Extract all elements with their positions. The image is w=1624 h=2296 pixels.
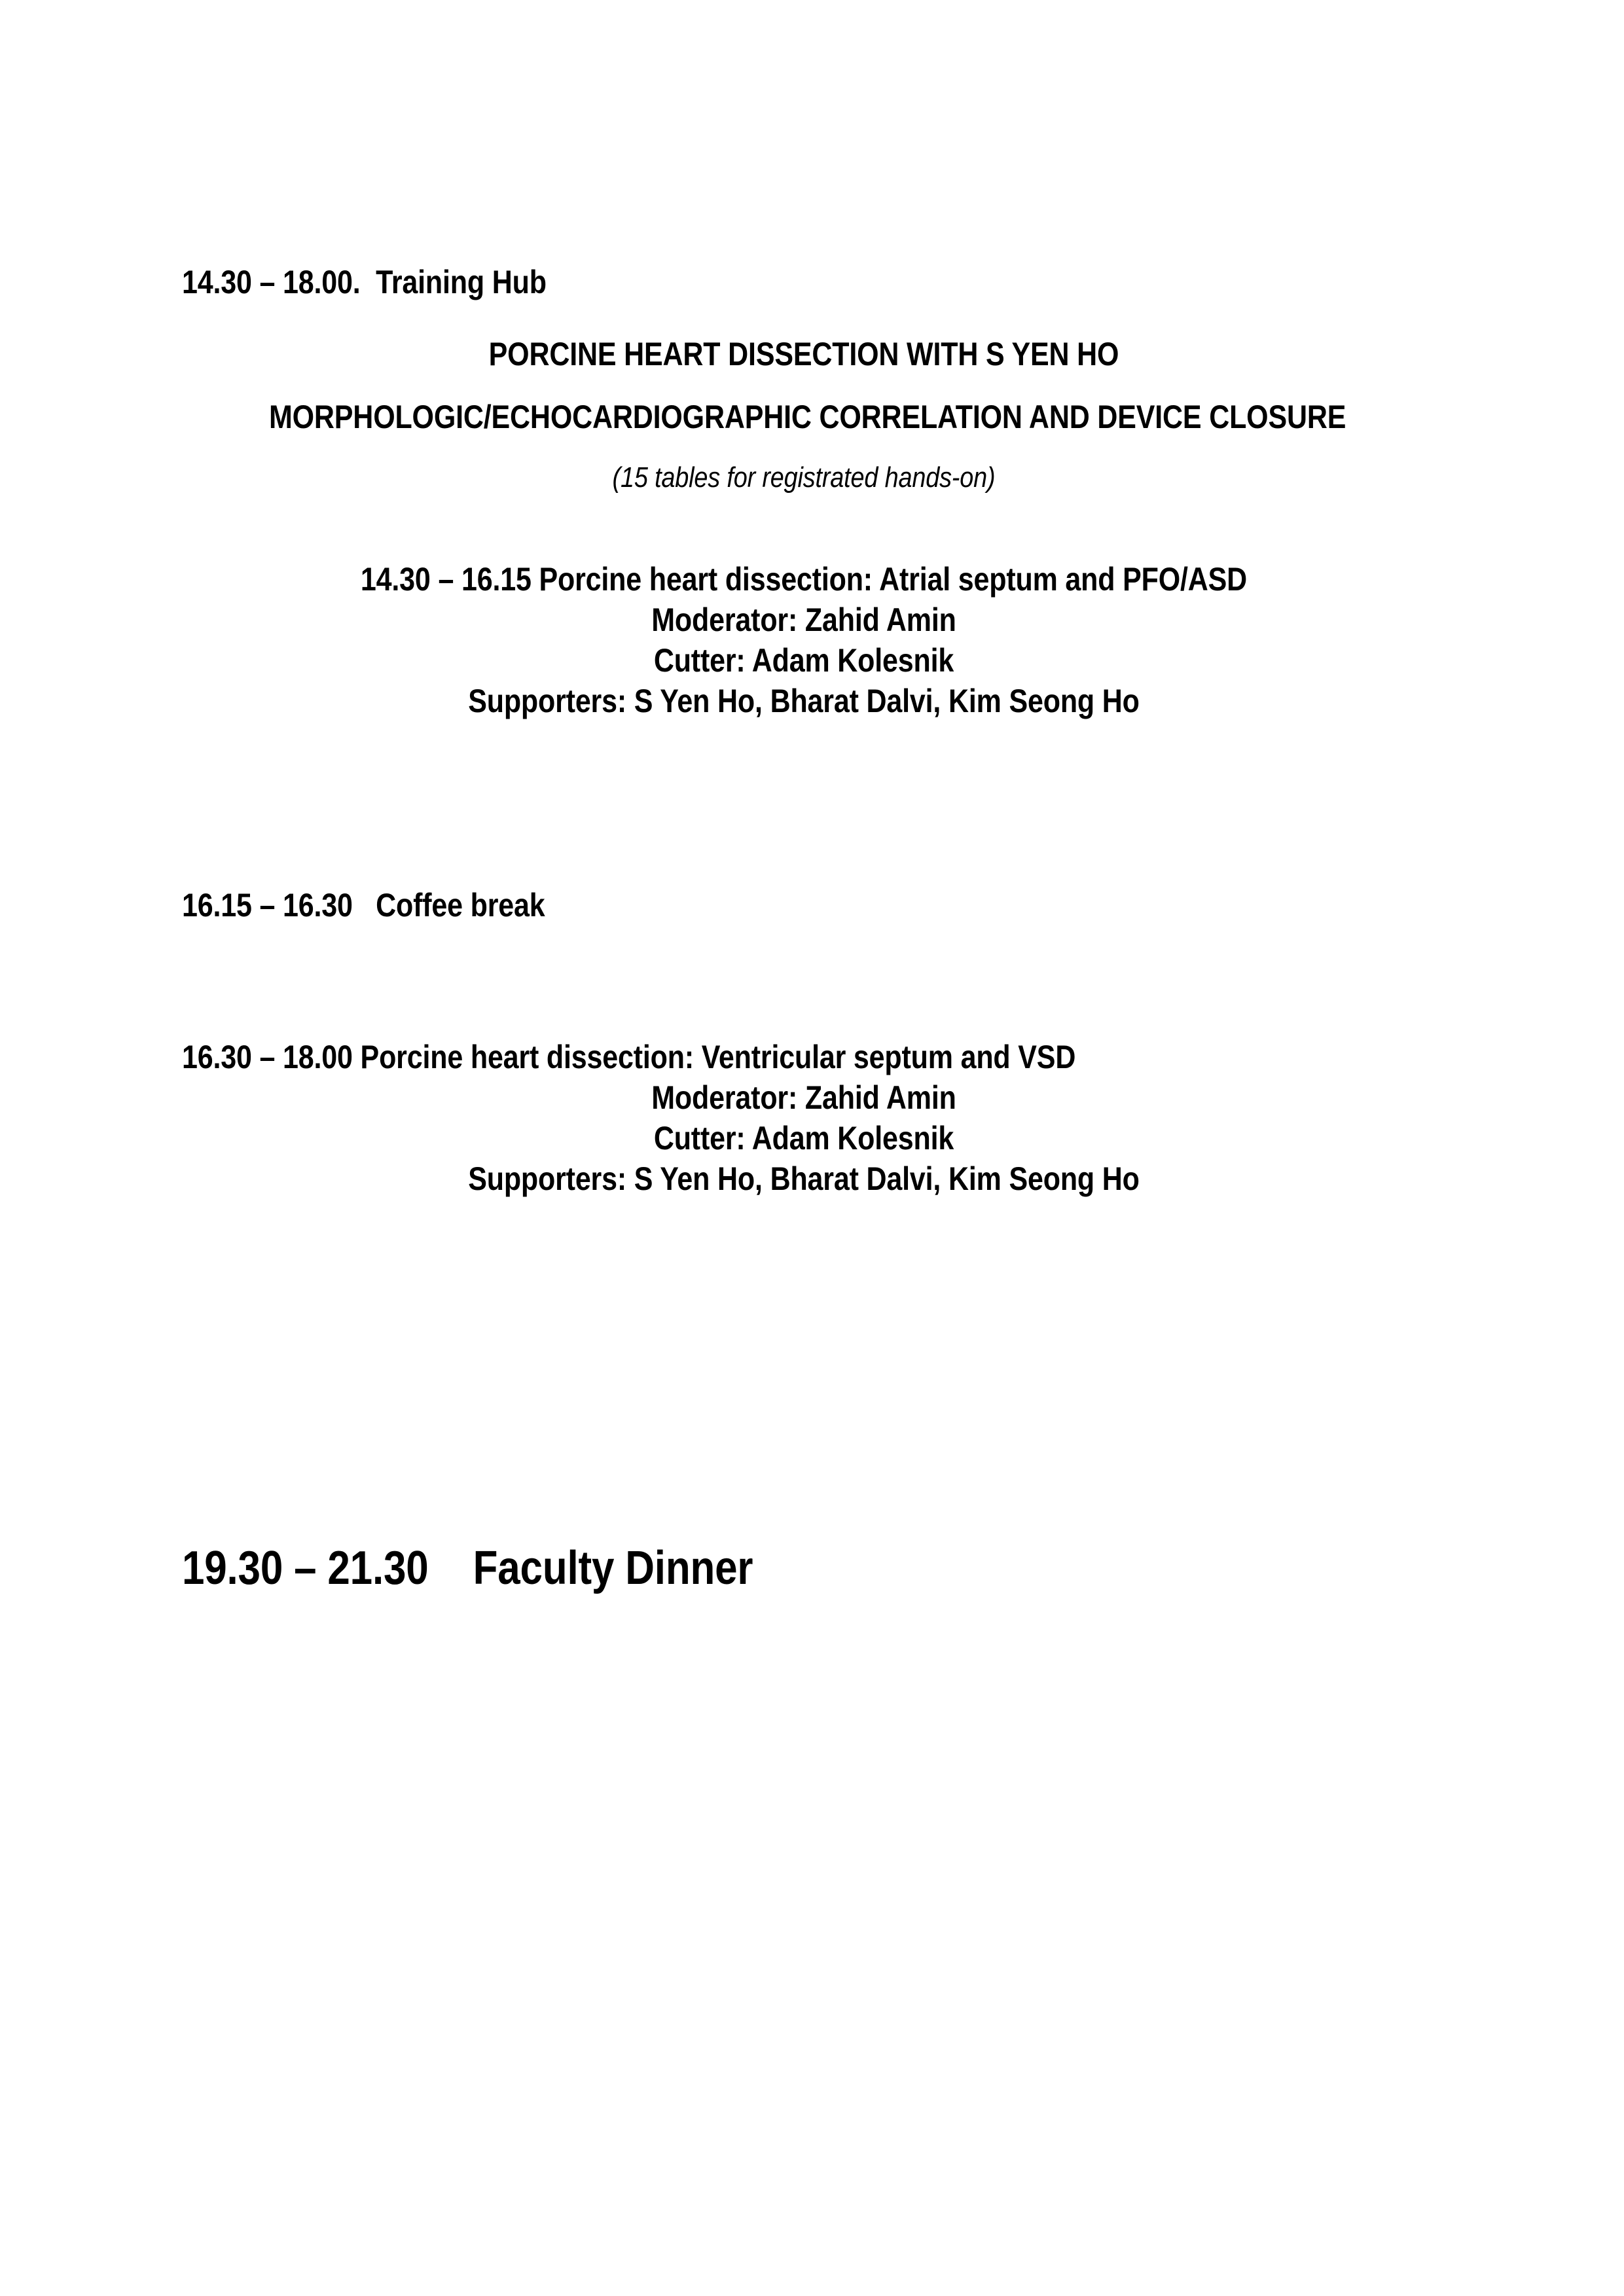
hub-hands-on-note: (15 tables for registrated hands-on) <box>612 461 996 493</box>
hub-title-line-1: PORCINE HEART DISSECTION WITH S YEN HO <box>488 336 1119 372</box>
spacer <box>182 437 1426 459</box>
session-two-supporters: Supporters: S Yen Ho, Bharat Dalvi, Kim Seong Ho <box>468 1160 1140 1197</box>
spacer <box>182 925 1426 1037</box>
session-two-moderator: Moderator: Zahid Amin <box>651 1079 956 1116</box>
session-one-moderator: Moderator: Zahid Amin <box>651 601 956 638</box>
spacer <box>182 374 1426 397</box>
session-one-heading: 14.30 – 16.15 Porcine heart dissection: Atrial septum and PFO/ASD <box>360 561 1248 598</box>
session-two-heading: 16.30 – 18.00 Porcine heart dissection: Ventricular septum and VSD <box>182 1039 1076 1075</box>
hub-title-line-2: MORPHOLOGIC/ECHOCARDIOGRAPHIC CORRELATION AND DEVICE CLOSURE <box>269 399 1346 435</box>
session-one-supporters: Supporters: S Yen Ho, Bharat Dalvi, Kim Seong Ho <box>468 683 1140 719</box>
spacer <box>182 1199 1426 1539</box>
faculty-dinner-label: 19.30 – 21.30 Faculty Dinner <box>182 1542 753 1594</box>
spacer <box>182 302 1426 334</box>
programme-content <box>182 262 1426 1597</box>
spacer <box>182 496 1426 559</box>
session-one-cutter: Cutter: Adam Kolesnik <box>653 642 954 679</box>
spacer <box>182 721 1426 885</box>
session-two-cutter: Cutter: Adam Kolesnik <box>653 1120 954 1157</box>
hub-time-and-venue: 14.30 – 18.00. Training Hub <box>182 264 547 300</box>
coffee-break-label: 16.15 – 16.30 Coffee break <box>182 887 545 924</box>
